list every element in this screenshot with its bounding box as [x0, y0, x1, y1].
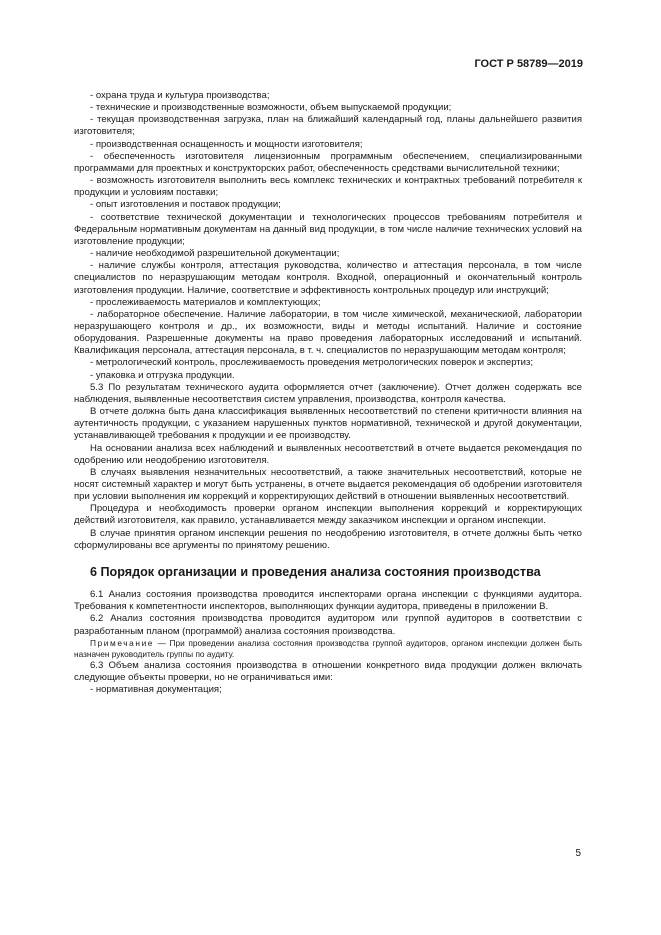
document-code: ГОСТ Р 58789—2019 [474, 58, 583, 70]
note-label: Примечание [90, 637, 155, 648]
paragraph-6-3: 6.3 Объем анализа состояния производства в отношении конкретного вида продукции должен включать следующие объекты проверки, но не ограничиваться ими: [74, 660, 582, 684]
note [74, 638, 582, 660]
page-number: 5 [575, 848, 581, 859]
paragraph: - возможность изготовителя выполнить весь комплекс технических и контрактных требований потребителя к продукции и условиям поставки; [74, 175, 582, 199]
paragraph: - упаковка и отгрузка продукции. [90, 369, 235, 381]
paragraph: - прослеживаемость материалов и комплектующих; [90, 296, 321, 308]
paragraph: - опыт изготовления и поставок продукции; [90, 199, 281, 211]
note-text: — При проведении анализа состояния производства группой аудиторов, органом инспекции должен быть назначен руководитель группы по аудиту. [74, 637, 582, 659]
paragraph: - наличие необходимой разрешительной документации; [90, 248, 340, 260]
paragraph: - обеспеченность изготовителя лицензионным программным обеспечением, специализированными программами для проектных и конструкторских работ, обеспеченность средствами вычислительной техники; [74, 150, 582, 174]
page-body [74, 90, 582, 697]
paragraph: - нормативная документация; [90, 684, 222, 696]
paragraph: - производственная оснащенность и мощности изготовителя; [90, 138, 363, 150]
top-paragraphs [74, 90, 582, 552]
paragraph: На основании анализа всех наблюдений и выявленных несоответствий в отчете выдается рекомендация по одобрению или неодобрению изготовителя. [74, 442, 582, 466]
paragraph: В случаях выявления незначительных несоответствий, а также значительных несоответствий, которые не носят системный характер и могут быть устранены, в отчете выдается рекомендация об одобрении изготовителя при условии выполнения им коррекций и корректирующих действий в отношении выявленных несоответствий. [74, 466, 582, 503]
paragraph: Процедура и необходимость проверки органом инспекции выполнения коррекций и корректирующих действий изготовителя, как правило, устанавливается между заказчиком инспекции и органом инспекции. [74, 503, 582, 527]
paragraph: - технические и производственные возможности, объем выпускаемой продукции; [90, 102, 452, 114]
paragraph: - лабораторное обеспечение. Наличие лаборатории, в том числе химической, механическиой, лаборатории неразрушающего контроля и др., их возможности, виды и методы испытаний. Наличие и состояние оборудования. Разрешенные документы на право проведения лабораторных исследований и испытаний. Квалификация персонала, аттестация персонала, в т. ч. специалистов по неразрушающим методам контроля; [74, 308, 582, 357]
paragraph-6-1: 6.1 Анализ состояния производства проводится инспекторами органа инспекции с функциями аудитора. Требования к компетентности инспекторов, выполняющих функции аудитора, приведены в приложении В. [74, 589, 582, 613]
paragraph: В случае принятия органом инспекции решения по неодобрению изготовителя, в отчете должны быть четко сформулированы все аргументы по принятому решению. [74, 527, 582, 551]
paragraph: В отчете должна быть дана классификация выявленных несоответствий по степени критичности влияния на аутентичность продукции, с указанием нарушенных пунктов нормативной, технической и другой документации, устанавливающей требования к продукции и ее производству. [74, 406, 582, 442]
section-6-title: 6 Порядок организации и проведения анализа состояния производства [90, 564, 541, 579]
paragraph: - соответствие технической документации и технологических процессов требованиям потребителя и Федеральным нормативным документам на данный вид продукции, в том числе наличие технических условий на изготовление продукции; [74, 211, 582, 247]
paragraph: - наличие службы контроля, аттестация руководства, количество и аттестация персонала, в том числе специалистов по неразрушающим методам контроля. Входной, операционный и окончательный контроль изготовления продукции. Наличие, соответствие и эффективность контрольных процедур или инструкций; [74, 260, 582, 296]
paragraph: - охрана труда и культура производства; [90, 90, 270, 101]
paragraph-6-2: 6.2 Анализ состояния производства проводится аудитором или группой аудиторов в соответствии с разработанным планом (программой) анализа состояния производства. [74, 613, 582, 637]
paragraph: 5.3 По результатам технического аудита оформляется отчет (заключение). Отчет должен содержать все наблюдения, выявленные несоответствия систем управления, производства, контроля качества. [74, 381, 582, 405]
paragraph: - метрологический контроль, прослеживаемость проведения метрологических поверок и экспертиз; [90, 357, 534, 369]
paragraph: - текущая производственная загрузка, план на ближайший календарный год, планы дальнейшего развития изготовителя; [74, 114, 582, 138]
